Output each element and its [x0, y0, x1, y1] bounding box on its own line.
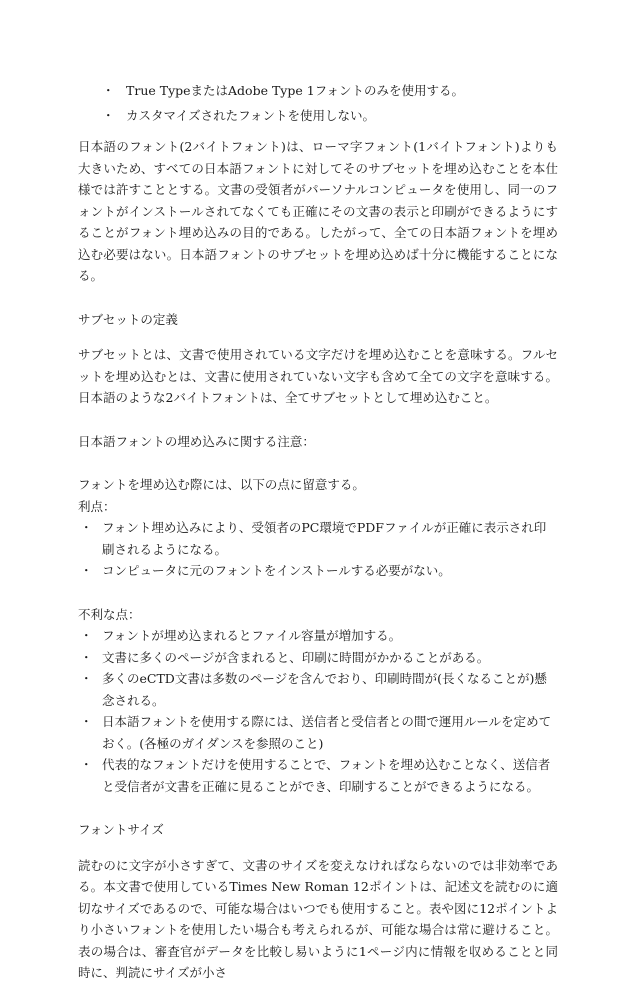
bullet-mark: ・: [80, 628, 93, 643]
font-requirements-list: [78, 78, 558, 128]
bullet-mark: ・: [80, 671, 93, 686]
bullet-mark: ・: [80, 757, 93, 772]
embedding-notes-intro: フォントを埋め込む際には、以下の点に留意する。: [78, 477, 365, 492]
bullet-mark: ・: [102, 108, 115, 123]
font-size-heading: フォントサイズ: [78, 822, 164, 837]
list-item-text: フォント埋め込みにより、受領者のPC環境でPDFファイルが正確に表示され印刷されるようになる。: [102, 520, 547, 557]
document-page: [78, 78, 558, 984]
subset-definition-paragraph: サブセットとは、文書で使用されている文字だけを埋め込むことを意味する。フルセットを埋め込むとは、文書に使用されていない文字も含めて全ての文字を意味する。日本語のような2バイトフォントは、全てサブセットとして埋め込むこと。: [78, 347, 558, 405]
bullet-mark: ・: [80, 714, 93, 729]
list-item: [78, 668, 558, 711]
list-item-text: 日本語フォントを使用する際には、送信者と受信者との間で運用ルールを定めておく。(各極のガイダンスを参照のこと): [102, 714, 552, 751]
embedding-notes-heading: 日本語フォントの埋め込みに関する注意：: [78, 433, 315, 449]
advantages-list: [78, 517, 558, 582]
list-item-text: 多くのeCTD文書は多数のページを含んでおり、印刷時間が(長くなることが)懸念される。: [102, 671, 547, 708]
bullet-mark: ・: [80, 563, 93, 578]
list-item-text: True TypeまたはAdobe Type 1フォントのみを使用する。: [126, 83, 465, 98]
subset-definition-heading: サブセットの定義: [78, 311, 178, 327]
japanese-fonts-paragraph: 日本語のフォント(2バイトフォント)は、ローマ字フォント(1バイトフォント)よりも大きいため、すべての日本語フォントに対してそのサブセットを埋め込むことを本仕様では許すこととする。文書の受領者がパーソナルコンピュータを使用し、同一のフォントがインストールされてなくても正確にその文書の表示と印刷ができるようにすることがフォント埋め込みの目的である。したがって、全ての日本語フォントを埋め込む必要はない。日本語フォントのサブセットを埋め込めば十分に機能することになる。: [78, 139, 558, 283]
bullet-mark: ・: [80, 649, 93, 665]
list-item: [78, 78, 558, 103]
list-item: [78, 517, 558, 560]
list-item: [78, 560, 558, 582]
disadvantages-list: [78, 625, 558, 797]
list-item-text: 代表的なフォントだけを使用することで、フォントを埋め込むことなく、送信者と受信者が文書を正確に見ることができ、印刷することができるようになる。: [102, 757, 551, 794]
font-size-paragraph: 読むのに文字が小さすぎて、文書のサイズを変えなければならないのでは非効率である。本文書で使用しているTimes New Roman 12ポイントは、記述文を読むのに適切なサイズであるので、可能な場合はいつでも使用すること。表や図に12ポイントより小さいフォントを使用したい場合も考えられるが、可能な場合は常に避けること。表の場合は、審査官がデータを比較し易いように1ページ内に情報を収めることと同時に、判読にサイズが小さ: [78, 857, 558, 980]
disadvantages-label: 不利な点：: [78, 606, 141, 622]
advantages-label: 利点：: [78, 498, 116, 514]
list-item-text: カスタマイズされたフォントを使用しない。: [126, 108, 376, 123]
list-item-text: 文書に多くのページが含まれると、印刷に時間がかかることがある。: [102, 649, 490, 665]
bullet-mark: ・: [102, 83, 115, 98]
bullet-mark: ・: [80, 520, 93, 535]
list-item: [78, 625, 558, 647]
list-item-text: フォントが埋め込まれるとファイル容量が増加する。: [102, 628, 402, 643]
list-item-text: コンピュータに元のフォントをインストールする必要がない。: [102, 563, 451, 578]
list-item: [78, 103, 558, 128]
list-item: [78, 711, 558, 754]
list-item: [78, 647, 558, 669]
list-item: [78, 754, 558, 797]
